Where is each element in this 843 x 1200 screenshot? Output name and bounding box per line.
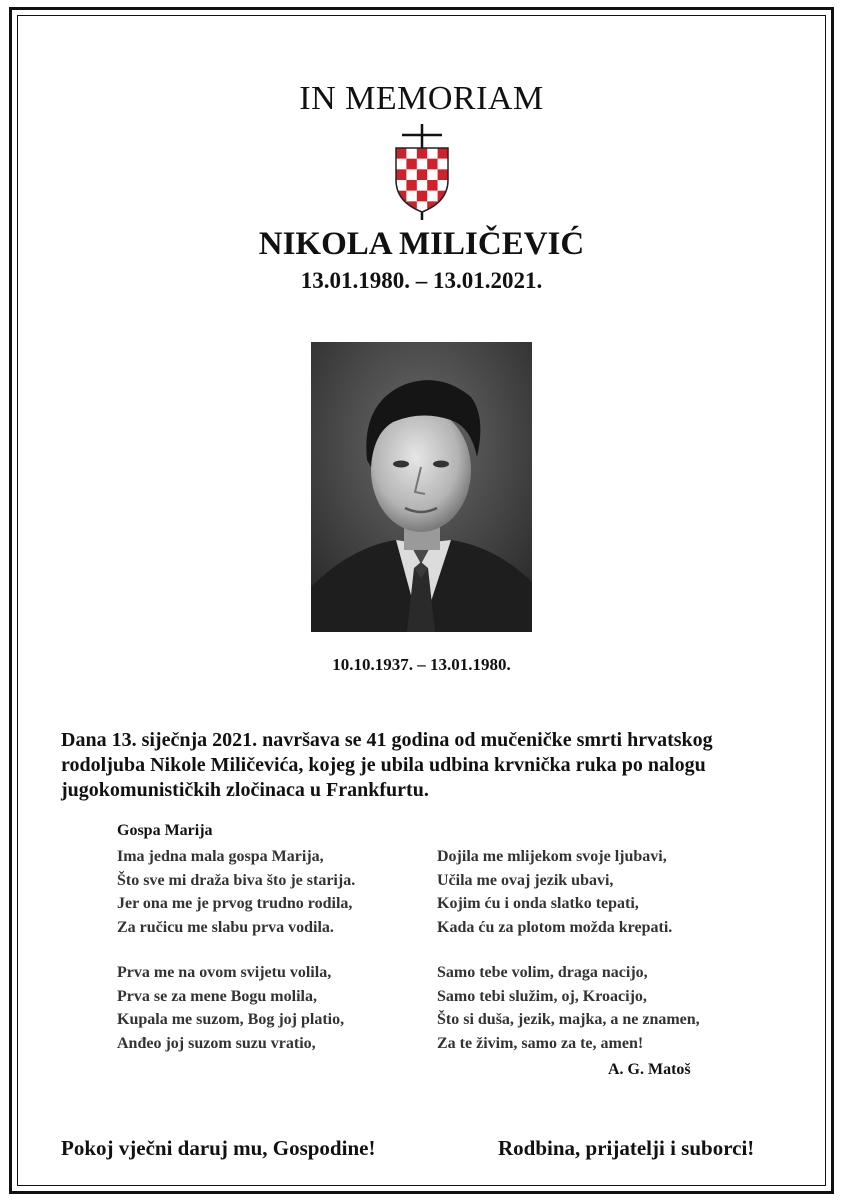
checker-square [406,159,417,170]
poem-line: Za te živim, samo za te, amen! [437,1034,644,1052]
checker-square [417,159,428,170]
poem-line: Što sve mi draža biva što je starija. [117,871,356,889]
poem-line: Samo tebi služim, oj, Kroacijo, [437,987,647,1005]
checker-square [427,191,438,202]
checker-square [417,180,428,191]
checker-square [427,180,438,191]
poem-line: Učila me ovaj jezik ubavi, [437,871,614,889]
poem-line: Kojim ću i onda slatko tepati, [437,895,639,912]
checker-square [396,159,407,170]
paragraph-line: rodoljuba Nikole Miličevića, kojeg je ubila udbina krvnička ruka po nalogu [61,754,706,776]
checker-square [406,180,417,191]
paragraph-line: Dana 13. siječnja 2021. navršava se 41 godina od mučeničke smrti hrvatskog [61,729,713,751]
checker-square [406,191,417,202]
poem-line: Što si duša, jezik, majka, a ne znamen, [437,1011,700,1028]
checker-square [417,169,428,180]
poem-line: Ima jedna mala gospa Marija, [117,848,324,865]
poem-right-column [437,845,700,1055]
prayer-line: Pokoj vječni daruj mu, Gospodine! [61,1136,376,1160]
portrait-photo [311,342,532,632]
checker-square [396,169,407,180]
checker-square [396,148,407,159]
paragraph-line: jugokomunističkih zločinaca u Frankfurtu. [61,779,429,801]
memorial-paragraph [61,728,801,803]
poem-author: A. G. Matoš [608,1061,691,1078]
croatian-coat-of-arms-with-cross-icon [388,124,456,224]
checker-square [406,148,417,159]
poem-line: Anđeo joj suzom suzu vratio, [117,1034,316,1052]
checker-square [438,201,449,212]
checker-square [427,169,438,180]
checker-square [438,148,449,159]
poem-line: Samo tebe volim, draga nacijo, [437,964,648,981]
poem-line: Kada ću za plotom možda krepati. [437,918,673,936]
page-title: IN MEMORIAM [299,80,544,117]
checker-square [417,191,428,202]
checker-square [427,159,438,170]
checker-square [396,201,407,212]
checker-square [438,159,449,170]
checker-square [417,148,428,159]
memorial-dates: 13.01.1980. – 13.01.2021. [300,268,543,293]
life-dates: 10.10.1937. – 13.01.1980. [332,655,511,674]
poem-line: Dojila me mlijekom svoje ljubavi, [437,848,667,865]
poem-line: Prva me na ovom svijetu volila, [117,964,332,981]
poem-line: Kupala me suzom, Bog joj platio, [117,1011,345,1028]
poem-line: Jer ona me je prvog trudno rodila, [117,895,353,912]
poem-line: Prva se za mene Bogu molila, [117,987,317,1005]
signature-line: Rodbina, prijatelji i suborci! [498,1136,755,1160]
poem-title: Gospa Marija [117,822,213,839]
poem-left-column [117,845,355,1055]
poem-line: Za ručicu me slabu prva vodila. [117,918,334,936]
deceased-name: NIKOLA MILIČEVIĆ [258,226,585,262]
checker-square [438,169,449,180]
checker-square [427,148,438,159]
checker-square [406,169,417,180]
